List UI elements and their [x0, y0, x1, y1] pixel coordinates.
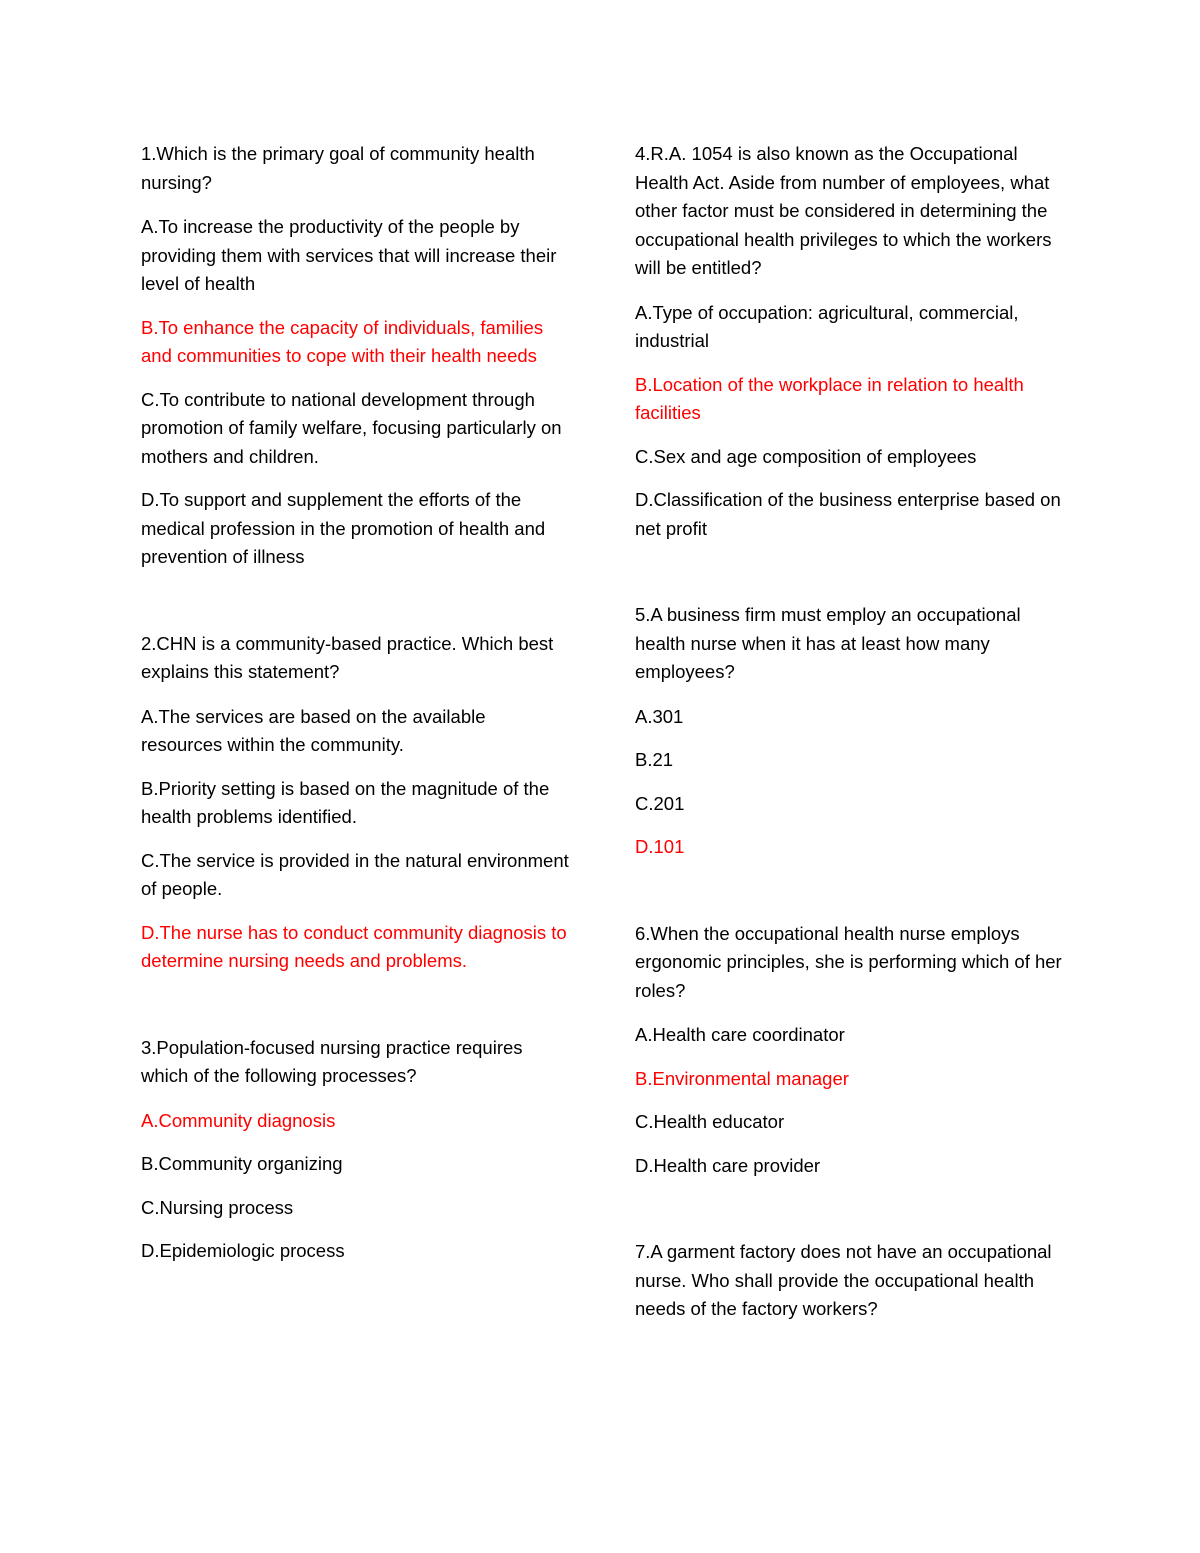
option-c: C.Nursing process: [141, 1196, 294, 1218]
spacer: [141, 587, 571, 630]
option-d: D.Health care provider: [635, 1154, 821, 1176]
option-c: C.201: [635, 792, 685, 814]
option-b-correct: B.Environmental manager: [635, 1067, 849, 1089]
option-a: A.Type of occupation: agricultural, commercial, industrial: [635, 301, 1019, 351]
question-7: [635, 1238, 1065, 1324]
spacer: [141, 991, 571, 1034]
option-b: B.21: [635, 749, 674, 770]
question-2: [141, 630, 571, 976]
option-b-correct: B.Location of the workplace in relation to health facilities: [635, 373, 1024, 423]
option-a-correct: A.Community diagnosis: [141, 1109, 336, 1131]
option-a: A.To increase the productivity of the people by providing them with services that will increase their level of health: [141, 216, 557, 294]
right-column: [635, 140, 1065, 1340]
question-4: [635, 140, 1065, 543]
option-c: C.To contribute to national development through promotion of family welfare, focusing particularly on mothers and children.: [141, 388, 562, 467]
option-d: D.Epidemiologic process: [141, 1240, 345, 1261]
spacer: [635, 1195, 1065, 1238]
question-text: 1.Which is the primary goal of community health nursing?: [141, 143, 535, 193]
option-d: D.To support and supplement the efforts of the medical profession in the promotion of health and prevention of illness: [141, 489, 546, 567]
option-b: B.Community organizing: [141, 1153, 343, 1174]
option-b: B.Priority setting is based on the magnitude of the health problems identified.: [141, 777, 550, 827]
option-d-correct: D.101: [635, 836, 685, 857]
question-5: [635, 601, 1065, 862]
question-3: [141, 1034, 571, 1266]
spacer: [635, 558, 1065, 601]
option-a: A.301: [635, 705, 684, 727]
option-b-correct: B.To enhance the capacity of individuals, families and communities to cope with their health needs: [141, 316, 544, 366]
question-text: 7.A garment factory does not have an occupational nurse. Who shall provide the occupational health needs of the factory workers?: [635, 1241, 1052, 1319]
option-d-correct: D.The nurse has to conduct community diagnosis to determine nursing needs and problems.: [141, 921, 567, 971]
option-c: C.Health educator: [635, 1111, 785, 1132]
spacer: [635, 877, 1065, 920]
question-text: 5.A business firm must employ an occupational health nurse when it has at least how many employees?: [635, 604, 1021, 682]
option-c: C.The service is provided in the natural environment of people.: [141, 849, 569, 899]
question-6: [635, 920, 1065, 1181]
question-text: 3.Population-focused nursing practice requires which of the following processes?: [141, 1036, 523, 1086]
left-column: [141, 140, 571, 1281]
option-a: A.Health care coordinator: [635, 1024, 845, 1045]
question-text: 4.R.A. 1054 is also known as the Occupational Health Act. Aside from number of employees, what other factor must be considered in determining the occupational health privileges to which the workers will be entitled?: [635, 143, 1052, 278]
option-c: C.Sex and age composition of employees: [635, 445, 977, 467]
question-text: 6.When the occupational health nurse employs ergonomic principles, she is performing which of her roles?: [635, 922, 1062, 1001]
question-text: 2.CHN is a community-based practice. Which best explains this statement?: [141, 632, 554, 682]
question-1: [141, 140, 571, 572]
option-a: A.The services are based on the available resources within the community.: [141, 705, 486, 755]
option-d: D.Classification of the business enterprise based on net profit: [635, 489, 1061, 539]
